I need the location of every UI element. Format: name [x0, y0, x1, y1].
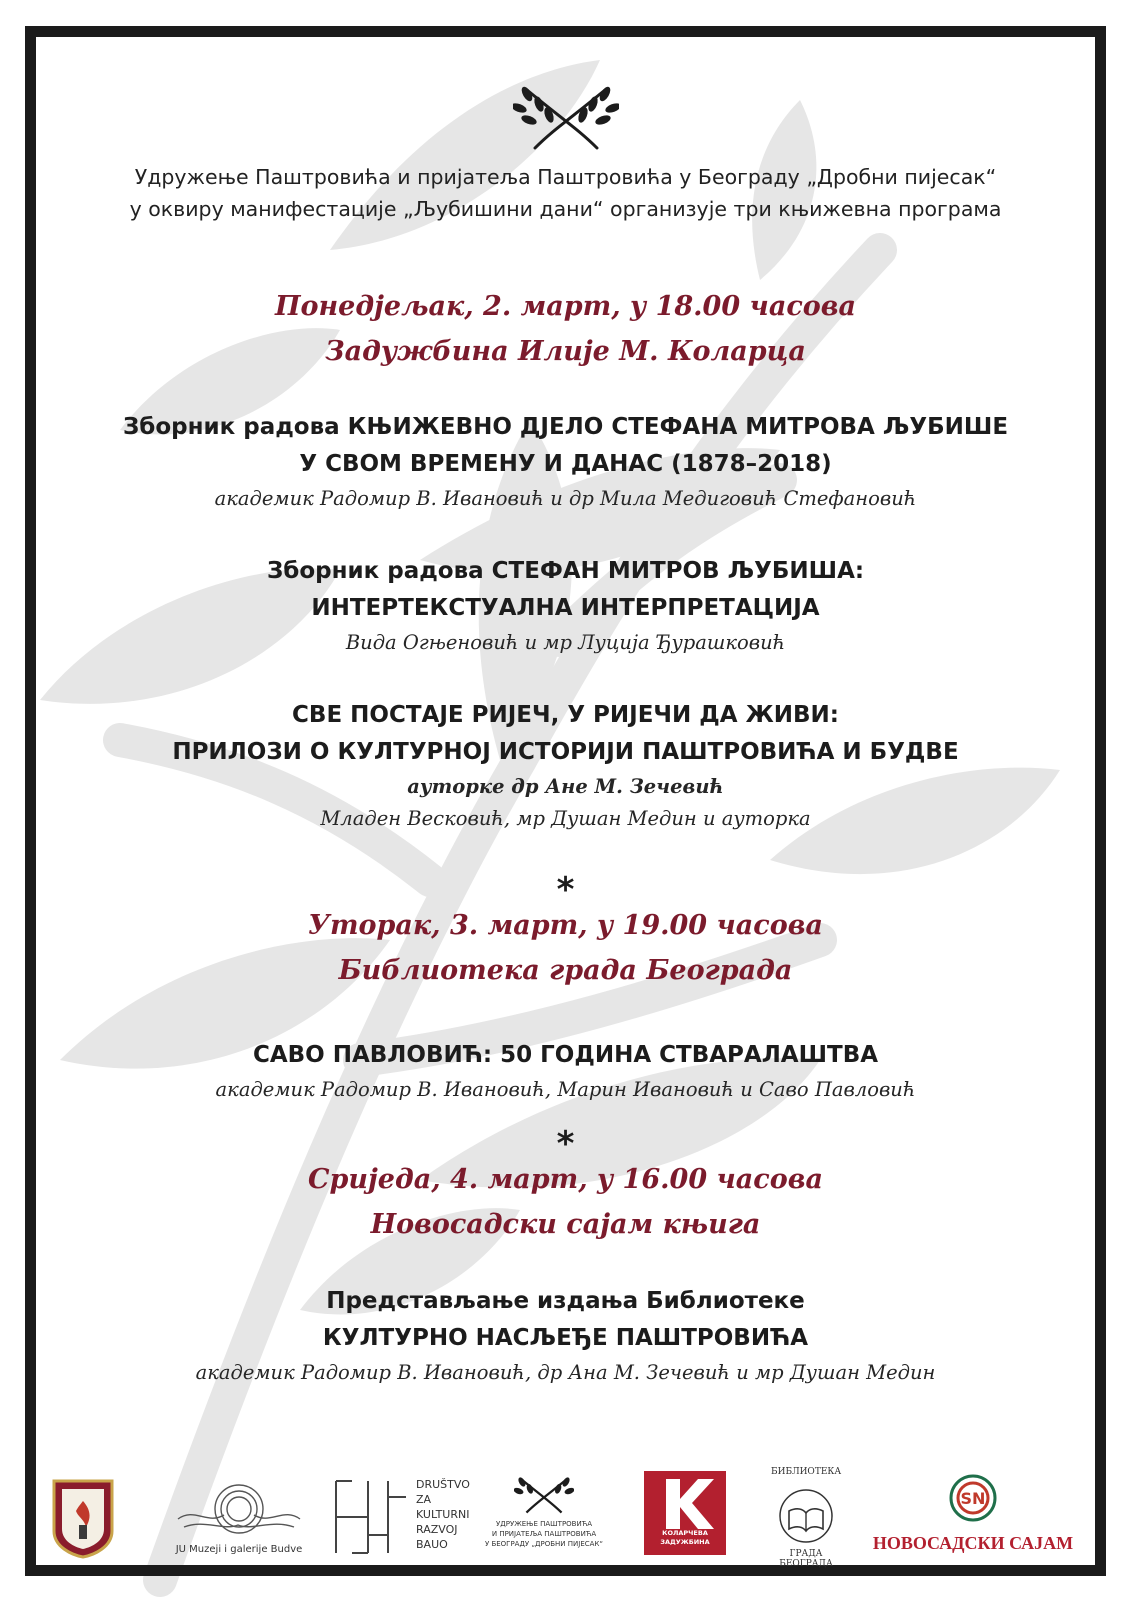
item-title-line-1: Представљање издања Библиотеке [326, 1288, 805, 1314]
program-3-item [36, 1283, 1095, 1389]
novi-sad-fair-label: НОВОСАДСКИ САЈАМ [872, 1533, 1074, 1553]
intro-line-1: Удружење Паштровића и пријатеља Паштровића у Београду „Дробни пијесак“ [134, 165, 997, 189]
bauo-logo [332, 1477, 410, 1557]
program-1-venue: Задужбина Илије М. Коларца [325, 336, 806, 367]
library-logo [761, 1471, 851, 1561]
item-title-line-1: Зборник радова КЊИЖЕВНО ДЈЕЛО СТЕФАНА МИТРОВА ЉУБИШЕ [122, 414, 1009, 440]
item-title-line-2: ПРИЛОЗИ О КУЛТУРНОЈ ИСТОРИЈИ ПАШТРОВИЋА И БУДВЕ [172, 739, 959, 765]
svg-text:SN: SN [960, 1489, 986, 1508]
item-speakers: академик Радомир В. Ивановић, Марин Ивановић и Саво Павловић [215, 1078, 916, 1101]
bauo-line: KULTURNI [416, 1508, 470, 1521]
item-author: ауторке др Ане М. Зечевић [407, 775, 724, 798]
kolarac-logo [644, 1471, 726, 1555]
intro-text [36, 161, 1095, 225]
bauo-line: ZA [416, 1493, 432, 1506]
association-line: УДРУЖЕЊЕ ПАШТРОВИЋА [495, 1520, 593, 1528]
bauo-logo-text [416, 1477, 470, 1552]
library-top-label: БИБЛИОТЕКА [771, 1467, 842, 1477]
item-speakers: академик Радомир В. Ивановић, др Ана М. Зечевић и мр Душан Медин [195, 1361, 936, 1384]
program-1-date: Понедјељак, 2. март, у 18.00 часова [274, 291, 856, 322]
association-line: И ПРИЈАТЕЉА ПАШТРОВИЋА [491, 1530, 597, 1538]
academy-seal-logo [50, 1477, 116, 1559]
item-speakers: академик Радомир В. Ивановић и др Мила Медиговић Стефановић [214, 487, 917, 510]
sponsor-logos [36, 1457, 1095, 1577]
program-2-venue: Библиотека града Београда [338, 955, 793, 986]
novi-sad-fair-logo [948, 1473, 998, 1523]
association-olive-icon [514, 1475, 574, 1515]
program-2-date: Уторак, 3. март, у 19.00 часова [308, 910, 823, 941]
olive-branch-icon [513, 82, 619, 152]
association-line: У БЕОГРАДУ „ДРОБНИ ПИЈЕСАК“ [484, 1540, 604, 1548]
program-3-venue: Новосадски сајам књига [370, 1209, 761, 1240]
bauo-line: RAZVOJ [416, 1523, 458, 1536]
intro-line-2: у оквиру манифестације „Љубишини дани“ организује три књижевна програма [129, 197, 1002, 221]
item-speakers: Младен Весковић, мр Душан Медин и ауторка [320, 807, 811, 830]
program-2-item [36, 1037, 1095, 1106]
museum-logo-label: JU Muzeji i galerije Budve [175, 1544, 303, 1555]
kolarac-label: КОЛАРЧЕВА ЗАДУЖБИНА [660, 1529, 710, 1546]
item-title-line-1: Зборник радова СТЕФАН МИТРОВ ЉУБИША: [266, 558, 865, 584]
program-1-item-2 [36, 553, 1095, 659]
separator-2: * [556, 1124, 575, 1164]
program-1-item-1 [36, 409, 1095, 515]
item-title-line-2: У СВОМ ВРЕМЕНУ И ДАНАС (1878–2018) [299, 451, 832, 477]
program-3-heading [36, 1157, 1095, 1247]
bauo-line: BAUO [416, 1538, 448, 1551]
kolarac-k-icon [644, 1471, 726, 1535]
association-logo-text [484, 1519, 604, 1549]
item-title-line-1: СВЕ ПОСТАЈЕ РИЈЕЧ, У РИЈЕЧИ ДА ЖИВИ: [292, 702, 839, 728]
bauo-line: DRUŠTVO [416, 1478, 470, 1491]
separator-1: * [556, 870, 575, 910]
museum-logo [174, 1479, 304, 1541]
item-title: САВО ПАВЛОВИЋ: 50 ГОДИНА СТВАРАЛАШТВА [252, 1042, 879, 1068]
program-1-heading [36, 284, 1095, 374]
program-1-item-3 [36, 697, 1095, 835]
item-title-line-2: ИНТЕРТЕКСТУАЛНА ИНТЕРПРЕТАЦИЈА [311, 595, 820, 621]
item-title-line-2: КУЛТУРНО НАСЉЕЂЕ ПАШТРОВИЋА [322, 1325, 809, 1351]
item-speakers: Вида Огњеновић и мр Луција Ђурашковић [345, 631, 786, 654]
library-bottom-label: ГРАДА БЕОГРАДА [779, 1549, 833, 1569]
program-2-heading [36, 903, 1095, 993]
program-3-date: Сриједа, 4. март, у 16.00 часова [308, 1164, 823, 1195]
